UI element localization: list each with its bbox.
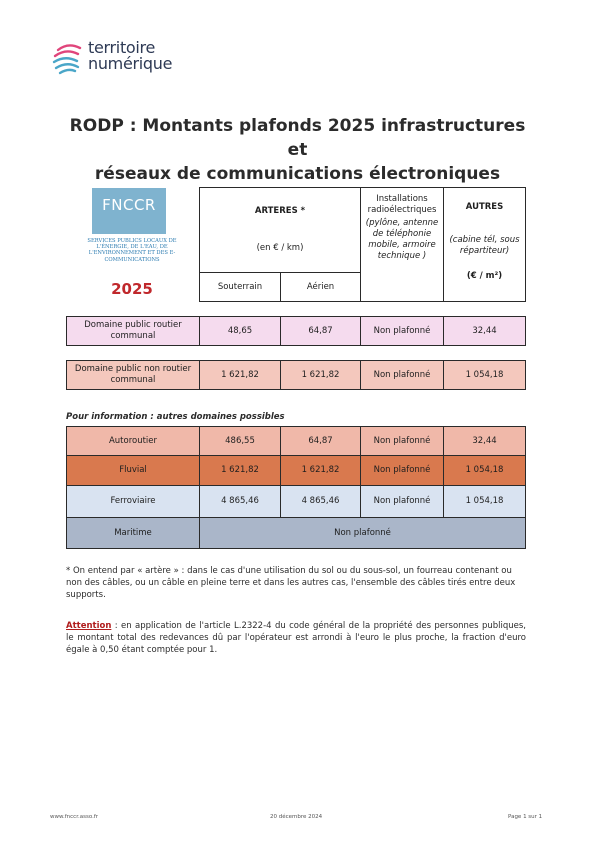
row-installations: Non plafonné [360, 316, 444, 346]
header-arteres-title: ARTERES * [254, 206, 306, 216]
header-installations [360, 187, 444, 302]
row-label: Domaine public routier communal [66, 316, 200, 346]
row-aerien: 1 621,82 [280, 455, 361, 486]
title-line1: RODP : Montants plafonds 2025 infrastructures et [69, 116, 526, 160]
row-installations: Non plafonné [360, 426, 444, 456]
row-autres: 1 054,18 [443, 485, 526, 518]
attention-text: : en application de l'article L.2322-4 du code général de la propriété des personnes publiques, le montant total des redevances dû par l'opérateur est arrondi à l'euro le plus proche, la fraction d'euro égale à 0,50 étant comptée pour 1. [66, 621, 526, 655]
info-line: Pour information : autres domaines possibles [66, 412, 285, 422]
fnccr-subtitle: SERVICES PUBLICS LOCAUX DE L'ÉNERGIE, DE L'EAU, DE L'ENVIRONNEMENT ET DES E-COMMUNICATIONS [87, 238, 177, 263]
row-aerien: 4 865,46 [280, 485, 361, 518]
row-aerien: 64,87 [280, 426, 361, 456]
logo-swirl-icon [50, 40, 86, 78]
row-autres: 1 054,18 [443, 360, 526, 390]
header-autres-title: AUTRES [465, 202, 504, 212]
header-installations-title: Installations radioélectriques [367, 194, 437, 215]
row-souterrain: 486,55 [199, 426, 281, 456]
territoire-numerique-logo [50, 38, 190, 80]
row-autres: 32,44 [443, 426, 526, 456]
header-souterrain: Souterrain [199, 272, 281, 302]
fnccr-year: 2025 [111, 280, 153, 298]
row-autres: 32,44 [443, 316, 526, 346]
row-merged-value: Non plafonné [199, 517, 526, 549]
row-installations: Non plafonné [360, 360, 444, 390]
row-installations: Non plafonné [360, 455, 444, 486]
footnote: * On entend par « artère » : dans le cas d'une utilisation du sol ou du sous-sol, un fourreau contenant ou non des câbles, ou un câble en pleine terre et dans les autres cas, l'ensemble des câbles tirés entre deux supports. [66, 566, 516, 600]
footer-date: 20 décembre 2024 [270, 814, 323, 820]
logo-text [88, 40, 172, 72]
fnccr-logo-text: FNCCR [102, 196, 156, 214]
header-installations-note: (pylône, antenne de téléphonie mobile, armoire technique ) [365, 218, 439, 261]
attention-label: Attention [66, 621, 112, 631]
row-souterrain: 1 621,82 [199, 360, 281, 390]
row-label: Ferroviaire [66, 485, 200, 518]
row-souterrain: 4 865,46 [199, 485, 281, 518]
row-aerien: 1 621,82 [280, 360, 361, 390]
header-arteres [199, 187, 361, 273]
footer-website: www.fnccr.asso.fr [50, 814, 99, 820]
row-souterrain: 1 621,82 [199, 455, 281, 486]
row-label: Domaine public non routier communal [66, 360, 200, 390]
row-label: Autoroutier [66, 426, 200, 456]
fnccr-logo [84, 188, 180, 288]
row-label: Fluvial [66, 455, 200, 486]
document-title [60, 114, 535, 186]
title-line2: réseaux de communications électroniques [94, 164, 501, 184]
row-installations: Non plafonné [360, 485, 444, 518]
logo-line1: territoire [88, 38, 156, 57]
header-arteres-unit: (en € / km) [256, 243, 304, 253]
footer-page-number: Page 1 sur 1 [508, 814, 543, 820]
logo-line2: numérique [88, 54, 173, 73]
row-autres: 1 054,18 [443, 455, 526, 486]
row-souterrain: 48,65 [199, 316, 281, 346]
row-label: Maritime [66, 517, 200, 549]
header-autres [443, 187, 526, 302]
header-aerien: Aérien [280, 272, 361, 302]
header-autres-unit: (€ / m²) [466, 271, 503, 281]
header-autres-note: (cabine tél, sous répartiteur) [449, 235, 520, 256]
row-aerien: 64,87 [280, 316, 361, 346]
attention-note [66, 620, 526, 656]
